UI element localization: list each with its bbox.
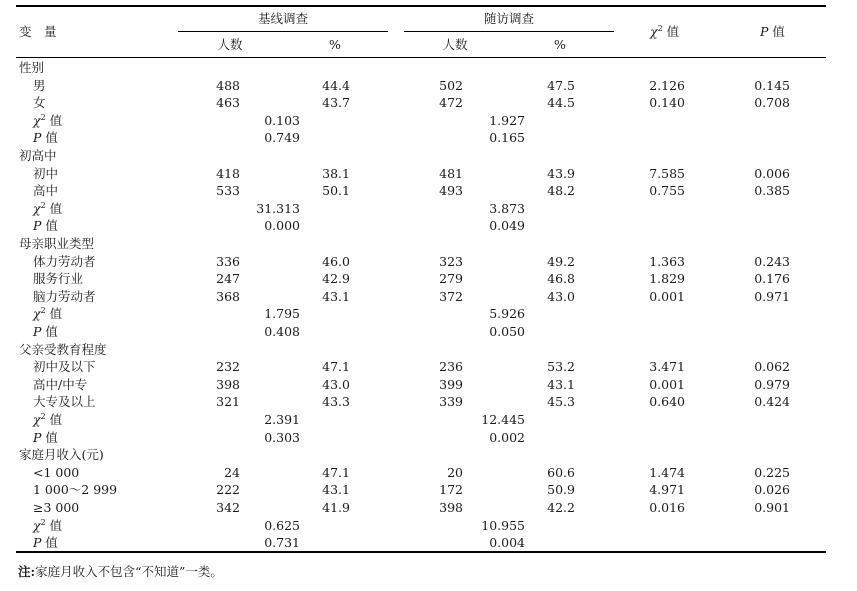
followup-count-cell: 399 (439, 377, 463, 392)
chi-square-cell: 1.363 (649, 254, 685, 269)
baseline-chi-square-stat: 0.625 (264, 518, 300, 533)
baseline-count-cell: 463 (216, 95, 240, 110)
row-label: 服务行业 (33, 271, 84, 286)
followup-count-cell: 323 (439, 254, 463, 269)
chi-square-cell: 0.001 (649, 289, 685, 304)
baseline-chi-square-stat: 31.313 (256, 201, 300, 216)
header-followup-count: 人数 (442, 37, 468, 52)
p-value-cell: 0.225 (754, 465, 790, 480)
followup-count-cell: 472 (439, 95, 463, 110)
baseline-count-cell: 418 (216, 166, 240, 181)
baseline-p-stat: 0.408 (264, 324, 300, 339)
chi-square-cell: 0.001 (649, 377, 685, 392)
baseline-count-cell: 342 (216, 500, 240, 515)
followup-count-cell: 339 (439, 394, 463, 409)
followup-chi-square-stat: 1.927 (489, 113, 525, 128)
chi-square-cell: 0.640 (649, 394, 685, 409)
p-value-cell: 0.979 (754, 377, 790, 392)
baseline-percent-cell: 46.0 (322, 254, 350, 269)
followup-chi-square-stat: 5.926 (489, 306, 525, 321)
followup-count-cell: 172 (439, 482, 463, 497)
followup-chi-square-stat: 3.873 (489, 201, 525, 216)
followup-count-cell: 279 (439, 271, 463, 286)
followup-count-cell: 493 (439, 183, 463, 198)
baseline-count-cell: 488 (216, 78, 240, 93)
followup-percent-cell: 60.6 (547, 465, 575, 480)
group-label: 父亲受教育程度 (19, 342, 107, 357)
footnote-text: 家庭月收入不包含“不知道”一类。 (35, 564, 223, 579)
group-label: 母亲职业类型 (19, 236, 95, 251)
chi-square-cell: 1.829 (649, 271, 685, 286)
baseline-percent-cell: 43.1 (322, 289, 350, 304)
baseline-chi-square-stat: 1.795 (264, 306, 300, 321)
baseline-percent-cell: 43.7 (322, 95, 350, 110)
row-label: 女 (33, 95, 46, 110)
p-value-row-label: P 值 (33, 535, 58, 550)
baseline-percent-cell: 42.9 (322, 271, 350, 286)
baseline-p-stat: 0.731 (264, 535, 300, 550)
chi-square-cell: 4.971 (649, 482, 685, 497)
p-value-cell: 0.971 (754, 289, 790, 304)
footnote-label: 注: (18, 564, 36, 579)
chi-square-row-label: $\chi^2$ 值 (33, 305, 63, 321)
baseline-p-stat: 0.000 (264, 218, 300, 233)
followup-p-stat: 0.050 (489, 324, 525, 339)
chi-square-cell: 0.016 (649, 500, 685, 515)
baseline-percent-cell: 50.1 (322, 183, 350, 198)
followup-percent-cell: 45.3 (547, 394, 575, 409)
followup-percent-cell: 42.2 (547, 500, 575, 515)
baseline-percent-cell: 43.1 (322, 482, 350, 497)
chi-square-row-label: $\chi^2$ 值 (33, 517, 63, 533)
row-label: 1 000～2 999 (33, 482, 118, 497)
row-label: 初中及以下 (33, 359, 96, 374)
baseline-count-cell: 398 (216, 377, 240, 392)
followup-percent-cell: 46.8 (547, 271, 575, 286)
p-value-cell: 0.424 (754, 394, 790, 409)
chi-square-cell: 7.585 (649, 166, 685, 181)
baseline-percent-cell: 44.4 (322, 78, 350, 93)
followup-percent-cell: 48.2 (547, 183, 575, 198)
followup-count-cell: 398 (439, 500, 463, 515)
followup-p-stat: 0.002 (489, 430, 525, 445)
baseline-count-cell: 336 (216, 254, 240, 269)
baseline-p-stat: 0.749 (264, 130, 300, 145)
baseline-percent-cell: 41.9 (322, 500, 350, 515)
baseline-percent-cell: 38.1 (322, 166, 350, 181)
followup-count-cell: 502 (439, 78, 463, 93)
row-label: <1 000 (33, 465, 80, 480)
baseline-percent-cell: 43.0 (322, 377, 350, 392)
p-value-cell: 0.243 (754, 254, 790, 269)
followup-p-stat: 0.049 (489, 218, 525, 233)
baseline-percent-cell: 47.1 (322, 465, 350, 480)
followup-percent-cell: 43.9 (547, 166, 575, 181)
chi-square-cell: 0.140 (649, 95, 685, 110)
baseline-count-cell: 232 (216, 359, 240, 374)
followup-chi-square-stat: 10.955 (481, 518, 525, 533)
header-baseline: 基线调查 (257, 11, 308, 26)
baseline-p-stat: 0.303 (264, 430, 300, 445)
followup-percent-cell: 53.2 (547, 359, 575, 374)
baseline-count-cell: 533 (216, 183, 240, 198)
p-value-row-label: P 值 (33, 218, 58, 233)
baseline-count-cell: 247 (216, 271, 240, 286)
baseline-count-cell: 222 (216, 482, 240, 497)
baseline-count-cell: 24 (224, 465, 240, 480)
group-label: 初高中 (19, 148, 57, 163)
header-baseline-percent: % (329, 37, 341, 52)
chi-square-cell: 2.126 (649, 78, 685, 93)
chi-square-row-label: $\chi^2$ 值 (33, 411, 63, 427)
followup-percent-cell: 47.5 (547, 78, 575, 93)
chi-square-row-label: $\chi^2$ 值 (33, 112, 63, 128)
row-label: 大专及以上 (33, 394, 96, 409)
p-value-cell: 0.145 (754, 78, 790, 93)
row-label: 高中 (33, 183, 59, 198)
followup-percent-cell: 50.9 (547, 482, 575, 497)
baseline-count-cell: 321 (216, 394, 240, 409)
table-footnote (18, 562, 223, 580)
chi-square-cell: 0.755 (649, 183, 685, 198)
p-value-row-label: P 值 (33, 324, 58, 339)
followup-count-cell: 481 (439, 166, 463, 181)
row-label: 高中/中专 (33, 377, 88, 392)
p-value-row-label: P 值 (33, 130, 58, 145)
header-variable: 变 量 (19, 24, 57, 39)
header-chi-value: $\chi^2$ 值 (650, 23, 680, 39)
row-label: ≥3 000 (33, 500, 80, 515)
header-followup: 随访调查 (483, 11, 534, 26)
p-value-cell: 0.385 (754, 183, 790, 198)
followup-count-cell: 372 (439, 289, 463, 304)
followup-percent-cell: 43.1 (547, 377, 575, 392)
p-value-row-label: P 值 (33, 430, 58, 445)
baseline-percent-cell: 43.3 (322, 394, 350, 409)
header-baseline-count: 人数 (217, 37, 243, 52)
followup-chi-square-stat: 12.445 (481, 412, 525, 427)
followup-percent-cell: 49.2 (547, 254, 575, 269)
row-label: 男 (33, 78, 46, 93)
p-value-cell: 0.026 (754, 482, 790, 497)
followup-count-cell: 236 (439, 359, 463, 374)
p-value-cell: 0.176 (754, 271, 790, 286)
row-label: 初中 (33, 166, 59, 181)
chi-square-row-label: $\chi^2$ 值 (33, 200, 63, 216)
baseline-percent-cell: 47.1 (322, 359, 350, 374)
group-label: 家庭月收入(元) (19, 447, 104, 462)
header-p-value: P 值 (760, 24, 785, 39)
chi-square-cell: 3.471 (649, 359, 685, 374)
baseline-chi-square-stat: 2.391 (264, 412, 300, 427)
row-label: 体力劳动者 (33, 254, 96, 269)
followup-count-cell: 20 (447, 465, 463, 480)
header-followup-percent: % (554, 37, 566, 52)
followup-percent-cell: 44.5 (547, 95, 575, 110)
chi-square-cell: 1.474 (649, 465, 685, 480)
p-value-cell: 0.708 (754, 95, 790, 110)
baseline-chi-square-stat: 0.103 (264, 113, 300, 128)
followup-percent-cell: 43.0 (547, 289, 575, 304)
row-label: 脑力劳动者 (33, 289, 96, 304)
followup-p-stat: 0.165 (489, 130, 525, 145)
p-value-cell: 0.006 (754, 166, 790, 181)
baseline-count-cell: 368 (216, 289, 240, 304)
followup-p-stat: 0.004 (489, 535, 525, 550)
p-value-cell: 0.062 (754, 359, 790, 374)
p-value-cell: 0.901 (754, 500, 790, 515)
group-label: 性别 (19, 60, 45, 75)
